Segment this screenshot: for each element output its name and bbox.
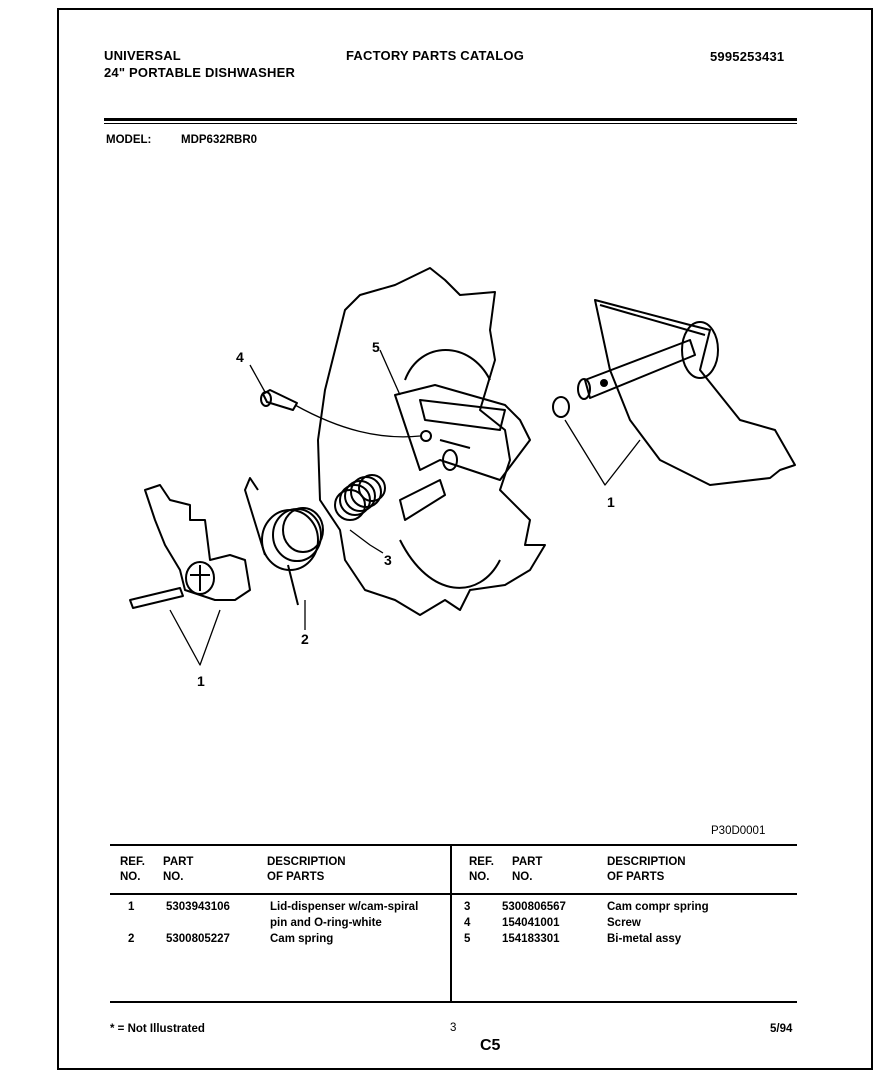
dispenser-lid: [595, 300, 795, 485]
product-name: 24" PORTABLE DISHWASHER: [104, 65, 296, 80]
hdr-ref-1-right: REF.: [469, 856, 494, 868]
page-number: 3: [450, 1022, 457, 1034]
row-part: 5300805227: [166, 933, 230, 945]
row-ref: 2: [128, 933, 135, 945]
door-panel-inner: [405, 350, 490, 380]
row-part: 5303943106: [166, 901, 230, 913]
hdr-desc-2: OF PARTS: [267, 871, 325, 883]
row-part: 154183301: [502, 933, 560, 945]
bimetal-assy: [395, 385, 530, 480]
o-ring: [553, 397, 569, 417]
hdr-desc-2-right: OF PARTS: [607, 871, 665, 883]
hdr-desc-1-right: DESCRIPTION: [607, 856, 686, 868]
callout-5: 5: [372, 339, 380, 355]
row-ref: 5: [464, 933, 471, 945]
hdr-ref-2: NO.: [120, 871, 141, 883]
row-desc: Cam compr spring: [607, 901, 709, 913]
revision-date: 5/94: [770, 1023, 793, 1035]
cam-compr-spring: [335, 475, 385, 520]
callout-1-left: 1: [197, 673, 205, 689]
section-code: C5: [480, 1037, 501, 1054]
catalog-number: 5995253431: [710, 49, 785, 64]
dispenser-shaft: [585, 340, 695, 398]
row-ref: 4: [464, 917, 471, 929]
hdr-part-2-right: NO.: [512, 871, 533, 883]
row-desc: Screw: [607, 917, 641, 929]
callout-4: 4: [236, 349, 244, 365]
row-desc: Cam spring: [270, 933, 334, 945]
drawing-code: P30D0001: [711, 825, 766, 837]
hdr-desc-1: DESCRIPTION: [267, 856, 346, 868]
row-part: 5300806567: [502, 901, 566, 913]
callout-2: 2: [301, 631, 309, 647]
callout-3: 3: [384, 552, 392, 568]
row-desc: Lid-dispenser w/cam-spiral: [270, 901, 419, 913]
row-ref: 1: [128, 901, 135, 913]
spiral-pin: [130, 588, 183, 608]
table-top-rule: [110, 844, 797, 846]
door-panel-outline: [318, 268, 545, 615]
row-part: 154041001: [502, 917, 560, 929]
table-bottom-rule: [110, 1001, 797, 1003]
cam-spring: [245, 478, 323, 605]
brand-name: UNIVERSAL: [104, 48, 181, 63]
hdr-ref-2-right: NO.: [469, 871, 490, 883]
model-number: MDP632RBR0: [181, 134, 258, 146]
hdr-part-2: NO.: [163, 871, 184, 883]
table-header-rule: [110, 893, 797, 895]
row-desc-cont: pin and O-ring-white: [270, 917, 382, 929]
model-label: MODEL:: [106, 134, 152, 146]
row-ref: 3: [464, 901, 471, 913]
row-desc: Bi-metal assy: [607, 933, 682, 945]
hdr-ref-1: REF.: [120, 856, 145, 868]
hdr-part-1: PART: [163, 856, 194, 868]
hdr-part-1-right: PART: [512, 856, 543, 868]
callout-1-right: 1: [607, 494, 615, 510]
catalog-title: FACTORY PARTS CATALOG: [346, 48, 525, 63]
not-illustrated-note: * = Not Illustrated: [110, 1023, 205, 1035]
table-divider: [450, 844, 452, 1003]
cam-lever: [145, 485, 250, 600]
